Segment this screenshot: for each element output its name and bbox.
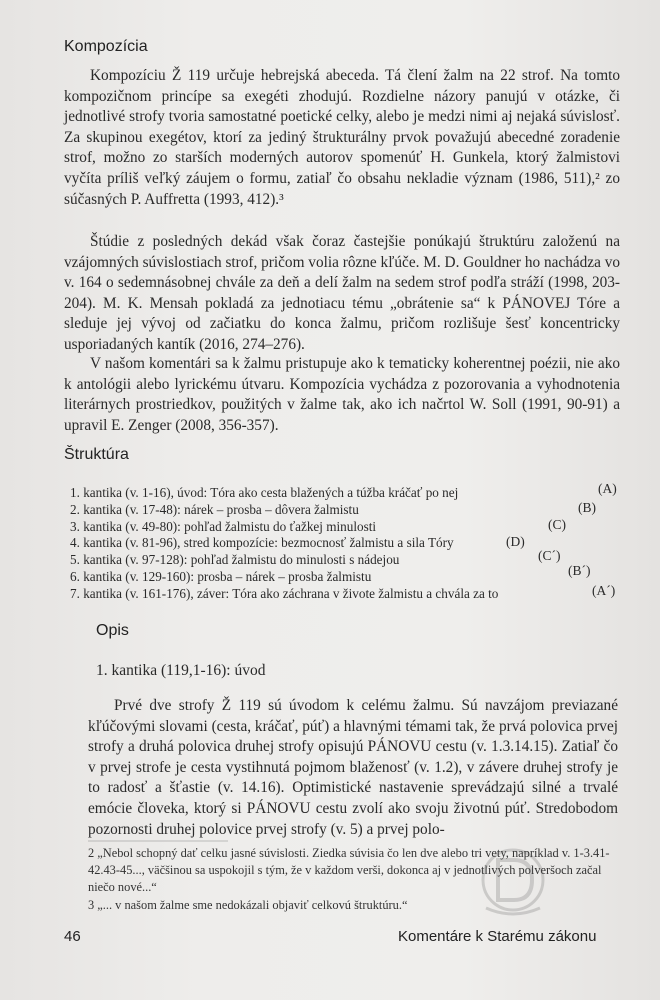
structure-item-text: 5. kantika (v. 97-128): pohľad žalmistu do minulosti s nádejou [70,552,400,568]
page-number: 46 [64,928,81,945]
structure-item-text: 7. kantika (v. 161-176), záver: Tóra ako záchrana v živote žalmistu a chvála za to [70,585,499,601]
structure-item-text: 3. kantika (v. 49-80): pohľad žalmistu do ťažkej minulosti [70,518,377,534]
footnote-rule [88,840,228,842]
structure-item-tag: (C´) [538,548,561,564]
structure-item-tag: (B´) [568,562,591,578]
structure-item-text: 4. kantika (v. 81-96), stred kompozície: bezmocnosť žalmistu a sila Tóry [70,535,454,551]
paragraph-4: Prvé dve strofy Ž 119 sú úvodom k celému žalmu. Sú navzájom previazané kľúčovými slovami (cesta, kráčať, púť) a hlavnými témami tak, že prvá polovica prvej strofy a druhá polovica druhej strofy opisujú PÁNOVU cestu (v. 1.3.14.15). Zatiaľ čo v prvej strofe je cesta vystihnutá pojmom blaženosť (v. 1.2), v závere druhej strofy je to radosť a šťastie (v. 14.16). Optimistické nastavenie sprevádzajú silné a trvalé emócie človeka, ktorý si PÁNOVU cestu zvolí ako svoju životnú púť. Stredobodom pozornosti druhej polovice prvej strofy (v. 5) a prvej polo- [88,697,618,838]
structure-item [70,582,630,603]
structure-item-tag: (D) [506,534,525,550]
structure-item [70,562,630,586]
structure-item-tag: (A) [598,481,617,496]
running-footer: Komentáre k Starému zákonu [398,928,597,945]
paragraph-3: V našom komentári sa k žalmu pristupuje ako k tematicky koherentnej poézii, nie ako k antológii alebo lyrickému útvaru. Kompozícia vychádza z pozorovania a vyhodnotenia literárnych prostriedkov, použitých v žalme tak, ako ich načrtol W. Soll (1991, 90-91) a upravil E. Zenger (2008, 356-357). [64,355,620,434]
structure-item [70,548,630,569]
structure-item-text: 6. kantika (v. 129-160): prosba – nárek – prosba žalmistu [70,568,372,584]
structure-item-tag: (A´) [592,582,616,598]
structure-item-tag: (C) [548,516,566,532]
structure-item-text: 1. kantika (v. 1-16), úvod: Tóra ako cesta blažených a túžba kráčať po nej [70,485,459,500]
structure-item [70,516,630,536]
structure-item-tag: (B) [578,499,596,515]
structure-list [70,481,630,603]
footnote-2: 2 „Nebol schopný dať celku jasné súvislosti. Ziedka súvisia čo len dve alebo tri vety, napríklad v. 1-3.41-42.43-45..., väčšinou sa uspokojil s tým, že v každom verši, dokonca aj v jednotlivých polveršoch začal niečo nové...“ [88,846,610,894]
section-heading-kompozicia: Kompozícia [64,38,148,55]
structure-item [70,499,630,519]
paragraph-1: Kompozíciu Ž 119 určuje hebrejská abeceda. Tá člení žalm na 22 strof. Na tomto kompozičnom princípe sa exegéti zhodujú. Rozdielne názory panujú v otázke, či jednotlivé strofy tvoria samostatné poetické celky, alebo je medzi nimi aj nejaká súvislosť. Za skupinou exegétov, ktorí za jediný štrukturálny prvok považujú abecedné zoradenie strof, možno zo starších moderných autorov spomenúť H. Gunkela, ktorý žalmistovi vyčíta príliš veľký záujem o formu, zatiaľ čo obsahu nekladie význam (1986, 511),² zo súčasných P. Auffretta (1993, 412).³ [64,67,620,208]
footnote-3: 3 „... v našom žalme sme nedokázali objaviť celkovú štruktúru.“ [88,898,408,912]
structure-item [70,481,630,502]
structure-item-text: 2. kantika (v. 17-48): nárek – prosba – dôvera žalmistu [70,501,359,517]
publisher-logo-watermark [468,842,558,922]
section-heading-struktura: Štruktúra [64,446,129,463]
section-heading-opis: Opis [96,622,129,639]
subheading-kantika-1: 1. kantika (119,1-16): úvod [96,662,266,679]
paragraph-2: Štúdie z posledných dekád však čoraz častejšie ponúkajú štruktúru založenú na vzájomných súvislostiach strof, pričom volia rôzne kľúče. M. D. Gouldner ho nachádza vo v. 164 o sedemnásobnej chvále za deň a delí žalm na sedem strof podľa stráží (1998, 203-204). M. K. Mensah pokladá za jednotiacu tému „obrátenie sa“ k PÁNOVEJ Tóre a sleduje jej vývoj od začiatku do konca žalmu, pričom rozlišuje šesť koncentricky usporiadaných kantík (2016, 274–276). [64,233,620,353]
